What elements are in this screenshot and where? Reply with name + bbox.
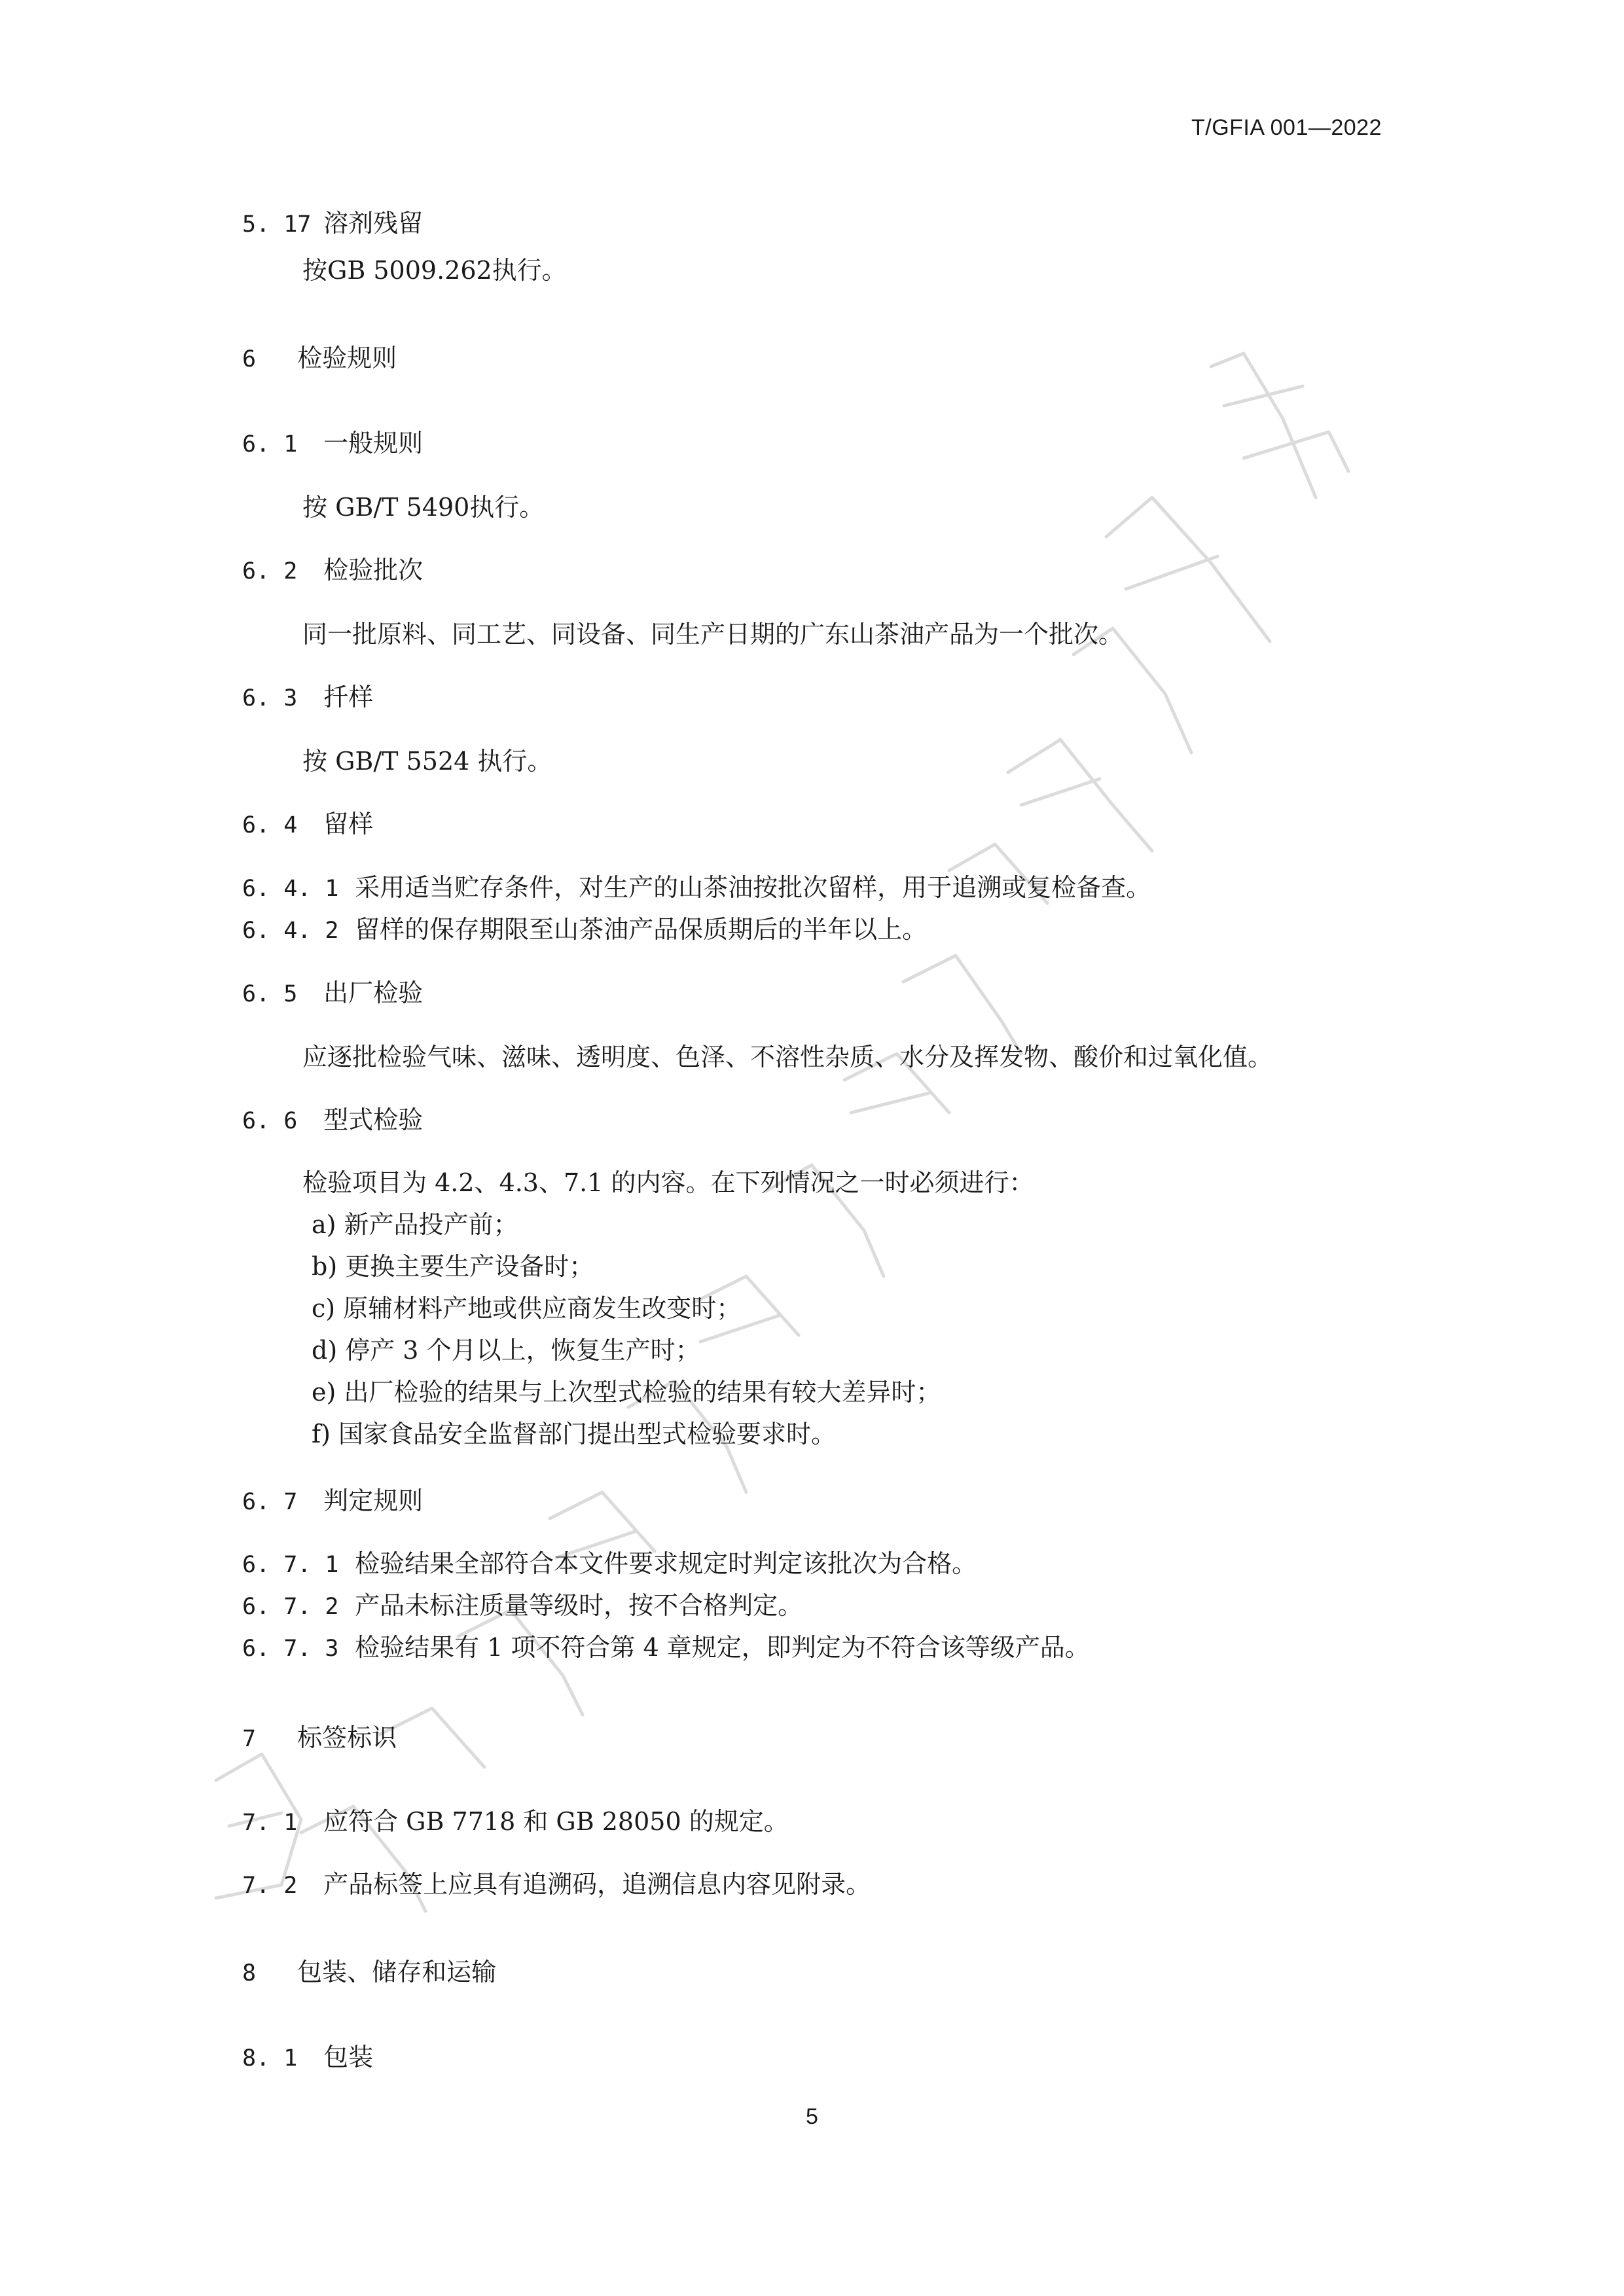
section-number: 6. 5 <box>242 981 298 1007</box>
section-6-3-text: 按 GB/T 5524 执行。 <box>302 747 552 776</box>
chapter-number: 8 <box>242 1960 257 1986</box>
chapter-title: 包装、储存和运输 <box>297 1958 497 1986</box>
section-6-2-text: 同一批原料、同工艺、同设备、同生产日期的广东山茶油产品为一个批次。 <box>302 620 1124 649</box>
section-text: 应符合 GB 7718 和 GB 28050 的规定。 <box>323 1807 789 1836</box>
section-6-7-heading <box>242 1480 423 1516</box>
section-6-6-heading <box>242 1100 423 1136</box>
clause-6-7-2 <box>242 1585 803 1621</box>
section-title: 扦样 <box>323 683 374 711</box>
section-title: 包装 <box>323 2043 374 2072</box>
clause-text: 留样的保存期限至山茶油产品保质期后的半年以上。 <box>355 915 928 944</box>
section-6-5-text: 应逐批检验气味、滋味、透明度、色泽、不溶性杂质、水分及挥发物、酸价和过氧化值。 <box>302 1043 1273 1071</box>
section-number: 5. 17 <box>242 211 312 238</box>
clause-number: 6. 7. 2 <box>242 1594 339 1620</box>
section-title: 一般规则 <box>323 429 424 457</box>
section-6-1-text: 按 GB/T 5490执行。 <box>302 493 545 522</box>
section-5-17-text: 按GB 5009.262执行。 <box>302 256 567 285</box>
clause-6-4-1 <box>242 867 1151 903</box>
chapter-number: 6 <box>242 346 257 372</box>
section-number: 6. 4 <box>242 812 298 838</box>
section-5-17-heading <box>242 203 423 239</box>
section-7-2 <box>242 1864 871 1900</box>
clause-text: 检验结果有 1 项不符合第 4 章规定，即判定为不符合该等级产品。 <box>355 1633 1090 1662</box>
section-title: 判定规则 <box>323 1486 424 1515</box>
chapter-6-heading <box>242 338 397 374</box>
section-text: 产品标签上应具有追溯码，追溯信息内容见附录。 <box>323 1870 871 1899</box>
section-title: 溶剂残留 <box>323 209 424 238</box>
chapter-number: 7 <box>242 1726 257 1752</box>
list-item: c) 原辅材料产地或供应商发生改变时； <box>312 1294 742 1323</box>
clause-number: 6. 7. 3 <box>242 1636 339 1662</box>
clause-text: 检验结果全部符合本文件要求规定时判定该批次为合格。 <box>355 1549 977 1578</box>
section-number: 6. 6 <box>242 1108 298 1134</box>
clause-6-4-2 <box>242 909 927 945</box>
list-item: a) 新产品投产前； <box>312 1210 518 1239</box>
section-6-5-heading <box>242 973 423 1009</box>
section-7-1 <box>242 1801 789 1837</box>
section-title: 检验批次 <box>323 556 424 584</box>
section-number: 6. 1 <box>242 431 298 457</box>
clause-number: 6. 4. 2 <box>242 918 339 944</box>
section-number: 7. 1 <box>242 1810 298 1836</box>
list-item: f) 国家食品安全监督部门提出型式检验要求时。 <box>312 1420 836 1448</box>
chapter-8-heading <box>242 1952 496 1988</box>
clause-text: 采用适当贮存条件，对生产的山茶油按批次留样，用于追溯或复检备查。 <box>355 873 1151 902</box>
clause-number: 6. 7. 1 <box>242 1552 339 1578</box>
section-number: 6. 7 <box>242 1489 298 1515</box>
section-number: 6. 2 <box>242 558 298 584</box>
clause-6-7-3 <box>242 1627 1090 1663</box>
clause-text: 产品未标注质量等级时，按不合格判定。 <box>355 1591 803 1620</box>
clause-6-7-1 <box>242 1543 977 1579</box>
section-6-2-heading <box>242 550 423 586</box>
section-8-1-heading <box>242 2037 373 2073</box>
section-title: 留样 <box>323 810 374 838</box>
section-6-3-heading <box>242 677 373 713</box>
chapter-title: 标签标识 <box>297 1723 397 1752</box>
section-6-1-heading <box>242 423 423 459</box>
section-number: 6. 3 <box>242 685 298 711</box>
list-item: e) 出厂检验的结果与上次型式检验的结果有较大差异时； <box>312 1378 941 1407</box>
section-6-6-text: 检验项目为 4.2、4.3、7.1 的内容。在下列情况之一时必须进行： <box>302 1168 1034 1197</box>
section-number: 7. 2 <box>242 1873 298 1899</box>
list-item: d) 停产 3 个月以上，恢复生产时； <box>312 1336 700 1365</box>
section-6-4-heading <box>242 804 373 840</box>
chapter-title: 检验规则 <box>297 344 397 372</box>
list-item: b) 更换主要生产设备时； <box>312 1252 594 1281</box>
section-number: 8. 1 <box>242 2045 298 2072</box>
section-title: 出厂检验 <box>323 978 424 1007</box>
standard-code: T/GFIA 001—2022 <box>1191 115 1382 140</box>
page-number: 5 <box>806 2104 818 2129</box>
clause-number: 6. 4. 1 <box>242 876 339 902</box>
chapter-7-heading <box>242 1717 397 1753</box>
section-title: 型式检验 <box>323 1105 424 1134</box>
